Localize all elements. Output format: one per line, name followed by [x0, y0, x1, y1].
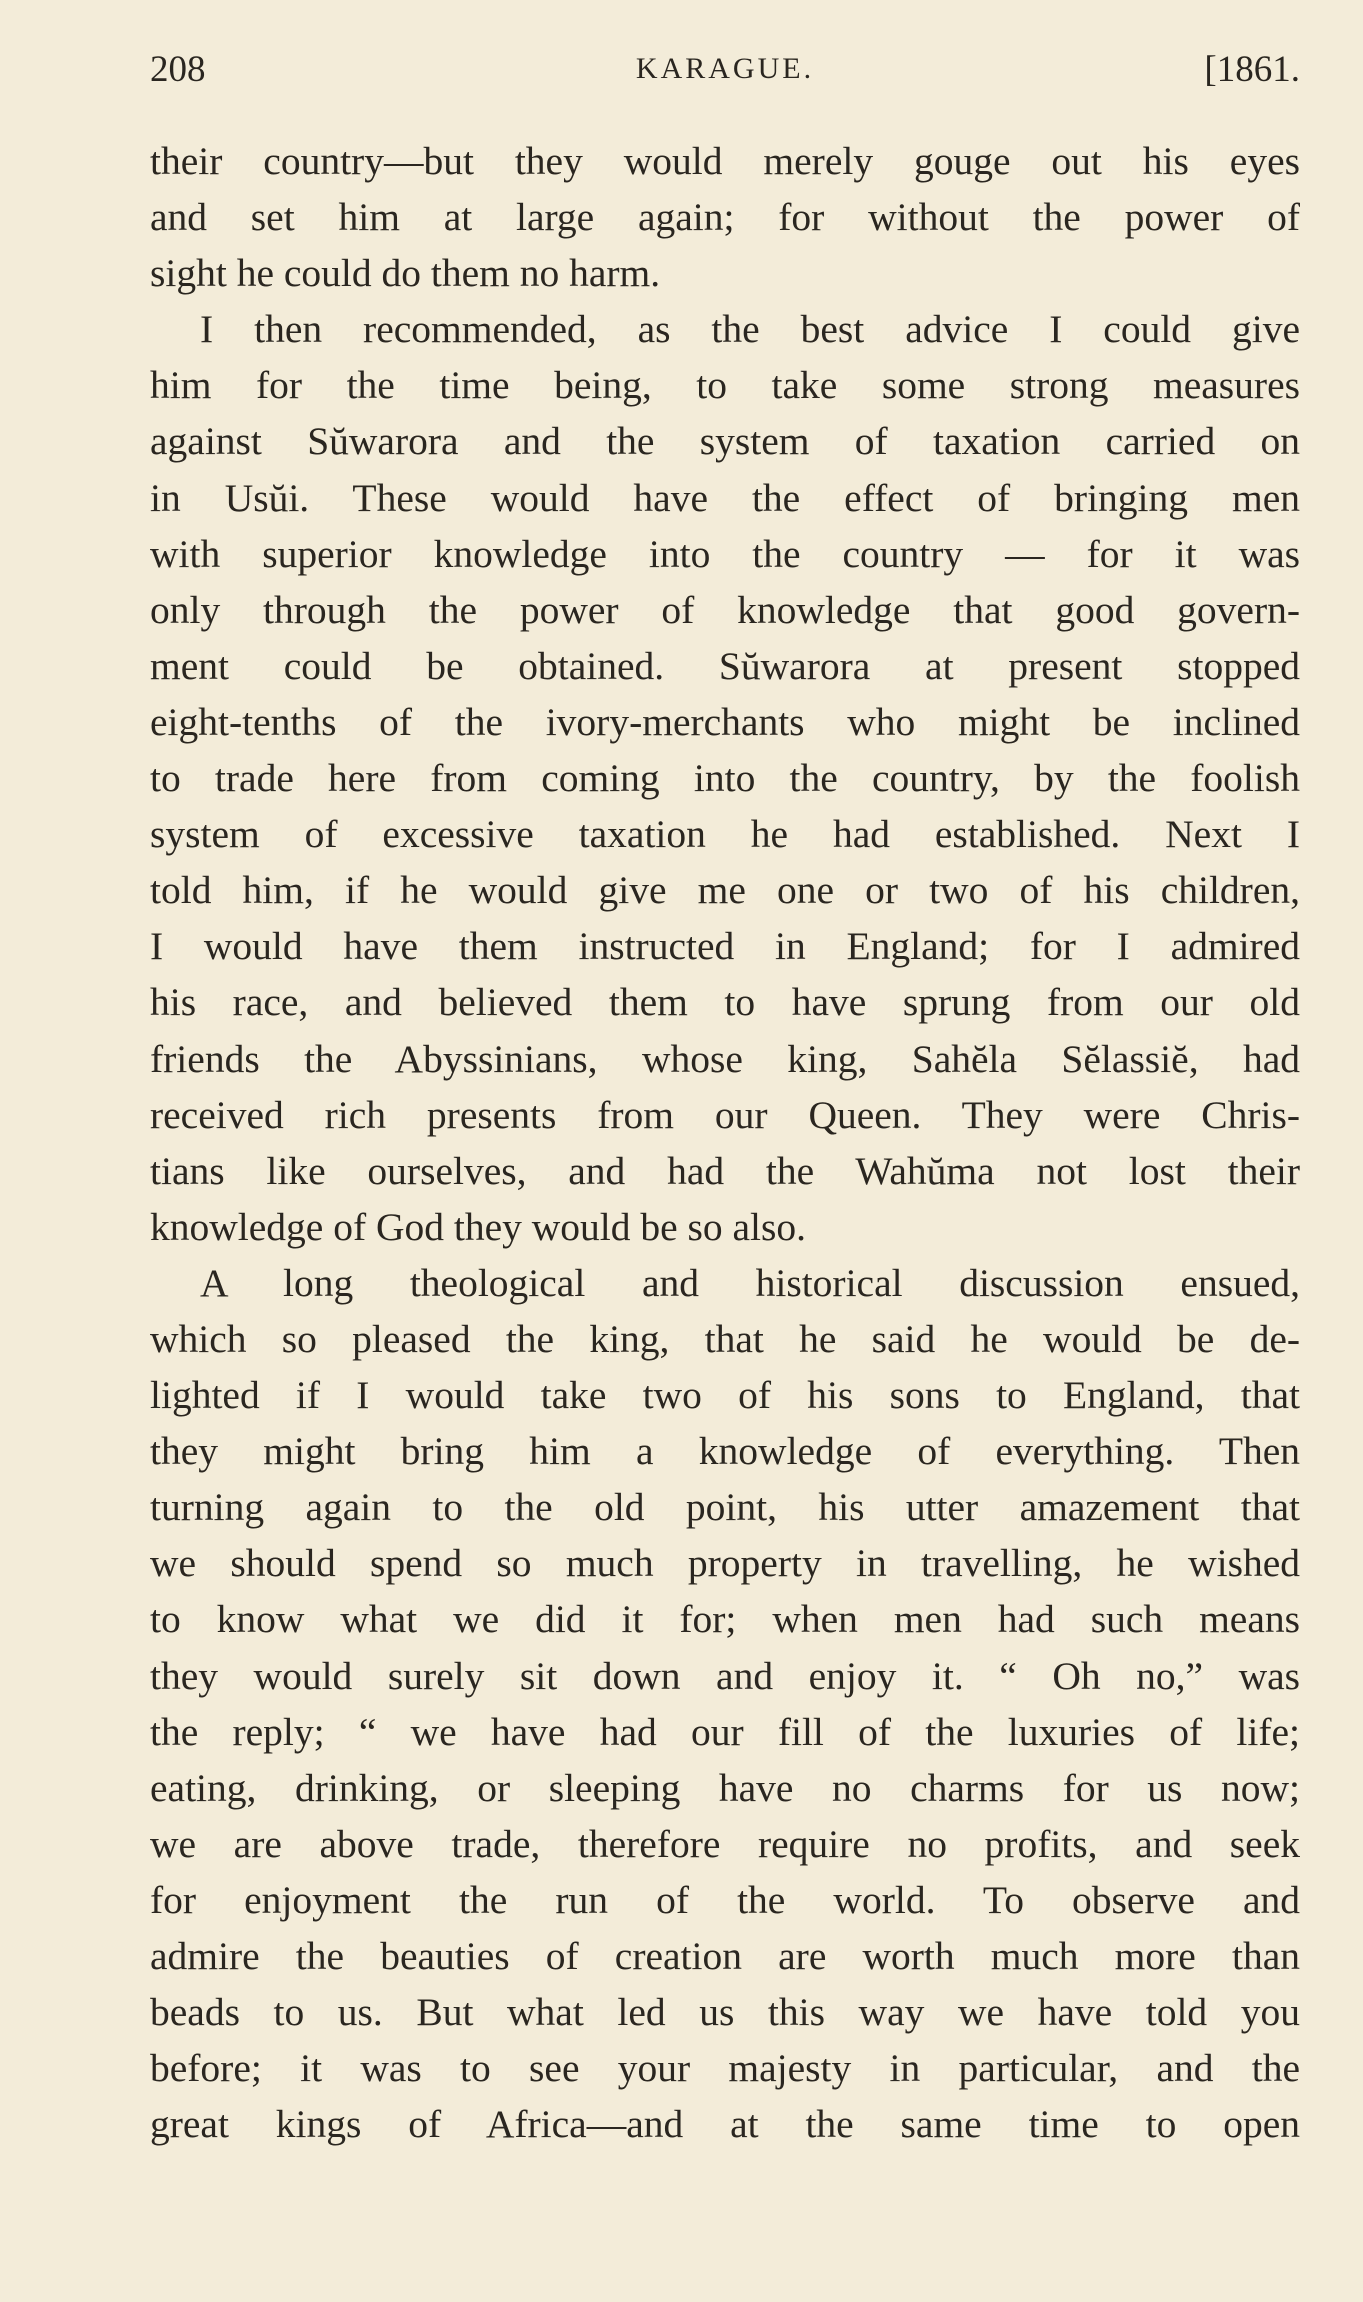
text-line: his race, and believed them to have sprung from our old — [150, 980, 1300, 1025]
text-line: him for the time being, to take some strong measures — [150, 363, 1300, 408]
text-line: the reply; “ we have had our fill of the luxuries of life; — [150, 1709, 1300, 1754]
text-line: for enjoyment the run of the world. To observe and — [150, 1877, 1300, 1922]
text-line: in Usŭi. These would have the effect of bringing men — [150, 475, 1300, 520]
text-line: they would surely sit down and enjoy it. “ Oh no,” was — [150, 1653, 1300, 1698]
text-line: and set him at large again; for without the power of — [150, 195, 1300, 240]
text-line: A long theological and historical discussion ensued, — [200, 1260, 1300, 1305]
text-line: to know what we did it for; when men had such means — [150, 1597, 1300, 1642]
text-line: beads to us. But what led us this way we have told you — [150, 1990, 1300, 2035]
text-line: their country—but they would merely gouge out his eyes — [150, 139, 1300, 183]
text-line: which so pleased the king, that he said he would be de- — [150, 1316, 1300, 1361]
page-header — [150, 48, 1300, 104]
text-line: I would have them instructed in England; for I admired — [150, 924, 1300, 969]
text-line: ment could be obtained. Sŭwarora at present stopped — [150, 643, 1300, 688]
text-line: eating, drinking, or sleeping have no charms for us now; — [150, 1765, 1300, 1810]
text-line: I then recommended, as the best advice I could give — [200, 307, 1300, 352]
body-text — [150, 133, 1300, 2152]
page-number: 208 — [150, 49, 206, 90]
text-line: only through the power of knowledge that good govern- — [150, 587, 1300, 632]
text-line: turning again to the old point, his utter amazement that — [150, 1485, 1300, 1530]
text-line: great kings of Africa—and at the same time to open — [150, 2102, 1300, 2147]
text-line: against Sŭwarora and the system of taxation carried on — [150, 419, 1300, 464]
text-line: we should spend so much property in travelling, he wished — [150, 1541, 1300, 1586]
year-marker: [1861. — [1204, 49, 1300, 90]
text-line: sight he could do them no harm. — [150, 251, 661, 296]
running-title: KARAGUE. — [635, 52, 815, 85]
text-line: system of excessive taxation he had established. Next I — [150, 812, 1300, 857]
text-line: eight-tenths of the ivory-merchants who might be inclined — [150, 699, 1300, 744]
text-line: before; it was to see your majesty in particular, and the — [150, 2046, 1300, 2091]
text-line: tians like ourselves, and had the Wahŭma not lost their — [150, 1148, 1300, 1193]
text-line: we are above trade, therefore require no profits, and seek — [150, 1821, 1300, 1866]
text-line: lighted if I would take two of his sons to England, that — [150, 1373, 1300, 1418]
text-line: to trade here from coming into the country, by the foolish — [150, 756, 1300, 801]
text-line: with superior knowledge into the country — for it was — [150, 531, 1300, 576]
text-line: admire the beauties of creation are worth much more than — [150, 1934, 1300, 1978]
text-line: they might bring him a knowledge of everything. Then — [150, 1429, 1300, 1474]
text-line: received rich presents from our Queen. They were Chris- — [150, 1092, 1300, 1137]
text-line: told him, if he would give me one or two of his children, — [150, 868, 1300, 913]
text-line: friends the Abyssinians, whose king, Sahĕla Sĕlassiĕ, had — [150, 1036, 1300, 1081]
text-line: knowledge of God they would be so also. — [150, 1204, 807, 1249]
